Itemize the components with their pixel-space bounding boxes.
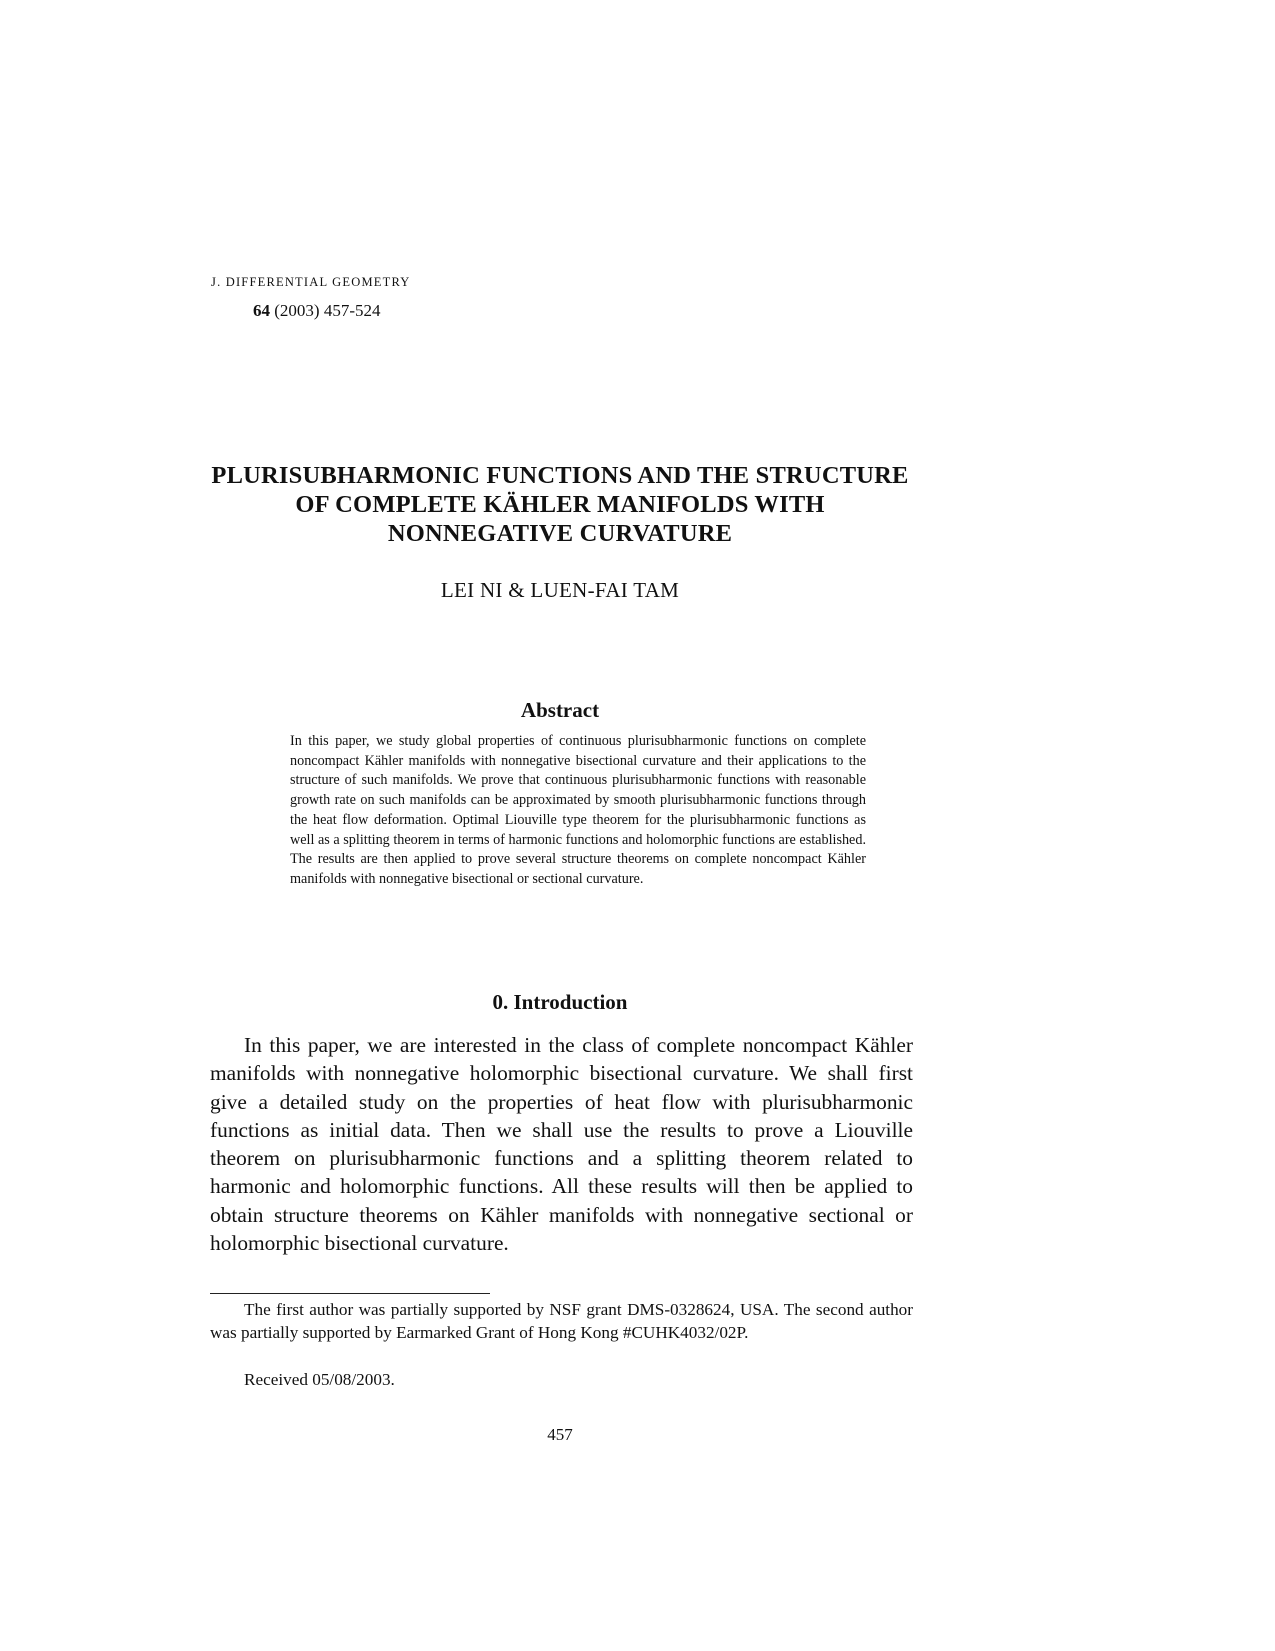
page-number: 457 [547,1425,573,1444]
journal-issue [253,301,380,321]
footnote-received: Received 05/08/2003. [244,1370,395,1389]
journal-name: J. DIFFERENTIAL GEOMETRY [211,275,411,289]
journal-volume: 64 [253,301,270,320]
paper-title: PLURISUBHARMONIC FUNCTIONS AND THE STRUCTURE OF COMPLETE KÄHLER MANIFOLDS WITH NONNEGATIVE CURVATURE [211,462,909,547]
footnote-divider [210,1293,490,1294]
abstract-text: In this paper, we study global properties of continuous plurisubharmonic functions on complete noncompact Kähler manifolds with nonnegative bisectional curvature and their applications to the structure of such manifolds. We prove that continuous plurisubharmonic functions with reasonable growth rate on such manifolds can be approximated by smooth plurisubharmonic functions through the heat flow deformation. Optimal Liouville type theorem for the plurisubharmonic functions as well as a splitting theorem in terms of harmonic functions and holomorphic functions are established. The results are then applied to prove several structure theorems on complete noncompact Kähler manifolds with nonnegative bisectional or sectional curvature. [290,733,866,887]
introduction-paragraph: In this paper, we are interested in the class of complete noncompact Kähler manifolds with nonnegative holomorphic bisectional curvature. We shall first give a detailed study on the properties of heat flow with plurisubharmonic functions as initial data. Then we shall use the results to prove a Liouville theorem on plurisubharmonic functions and a splitting theorem related to harmonic and holomorphic functions. All these results will then be applied to obtain structure theorems on Kähler manifolds with nonnegative sectional or holomorphic bisectional curvature. [210,1033,913,1256]
footnote-support: The first author was partially supported by NSF grant DMS-0328624, USA. The second author was partially supported by Earmarked Grant of Hong Kong #CUHK4032/02P. [210,1300,913,1342]
abstract-heading: Abstract [520,698,600,722]
journal-issue-info: (2003) 457-524 [274,301,381,320]
paper-authors: LEI NI & LUEN-FAI TAM [440,578,680,602]
introduction-heading: 0. Introduction [492,990,628,1014]
